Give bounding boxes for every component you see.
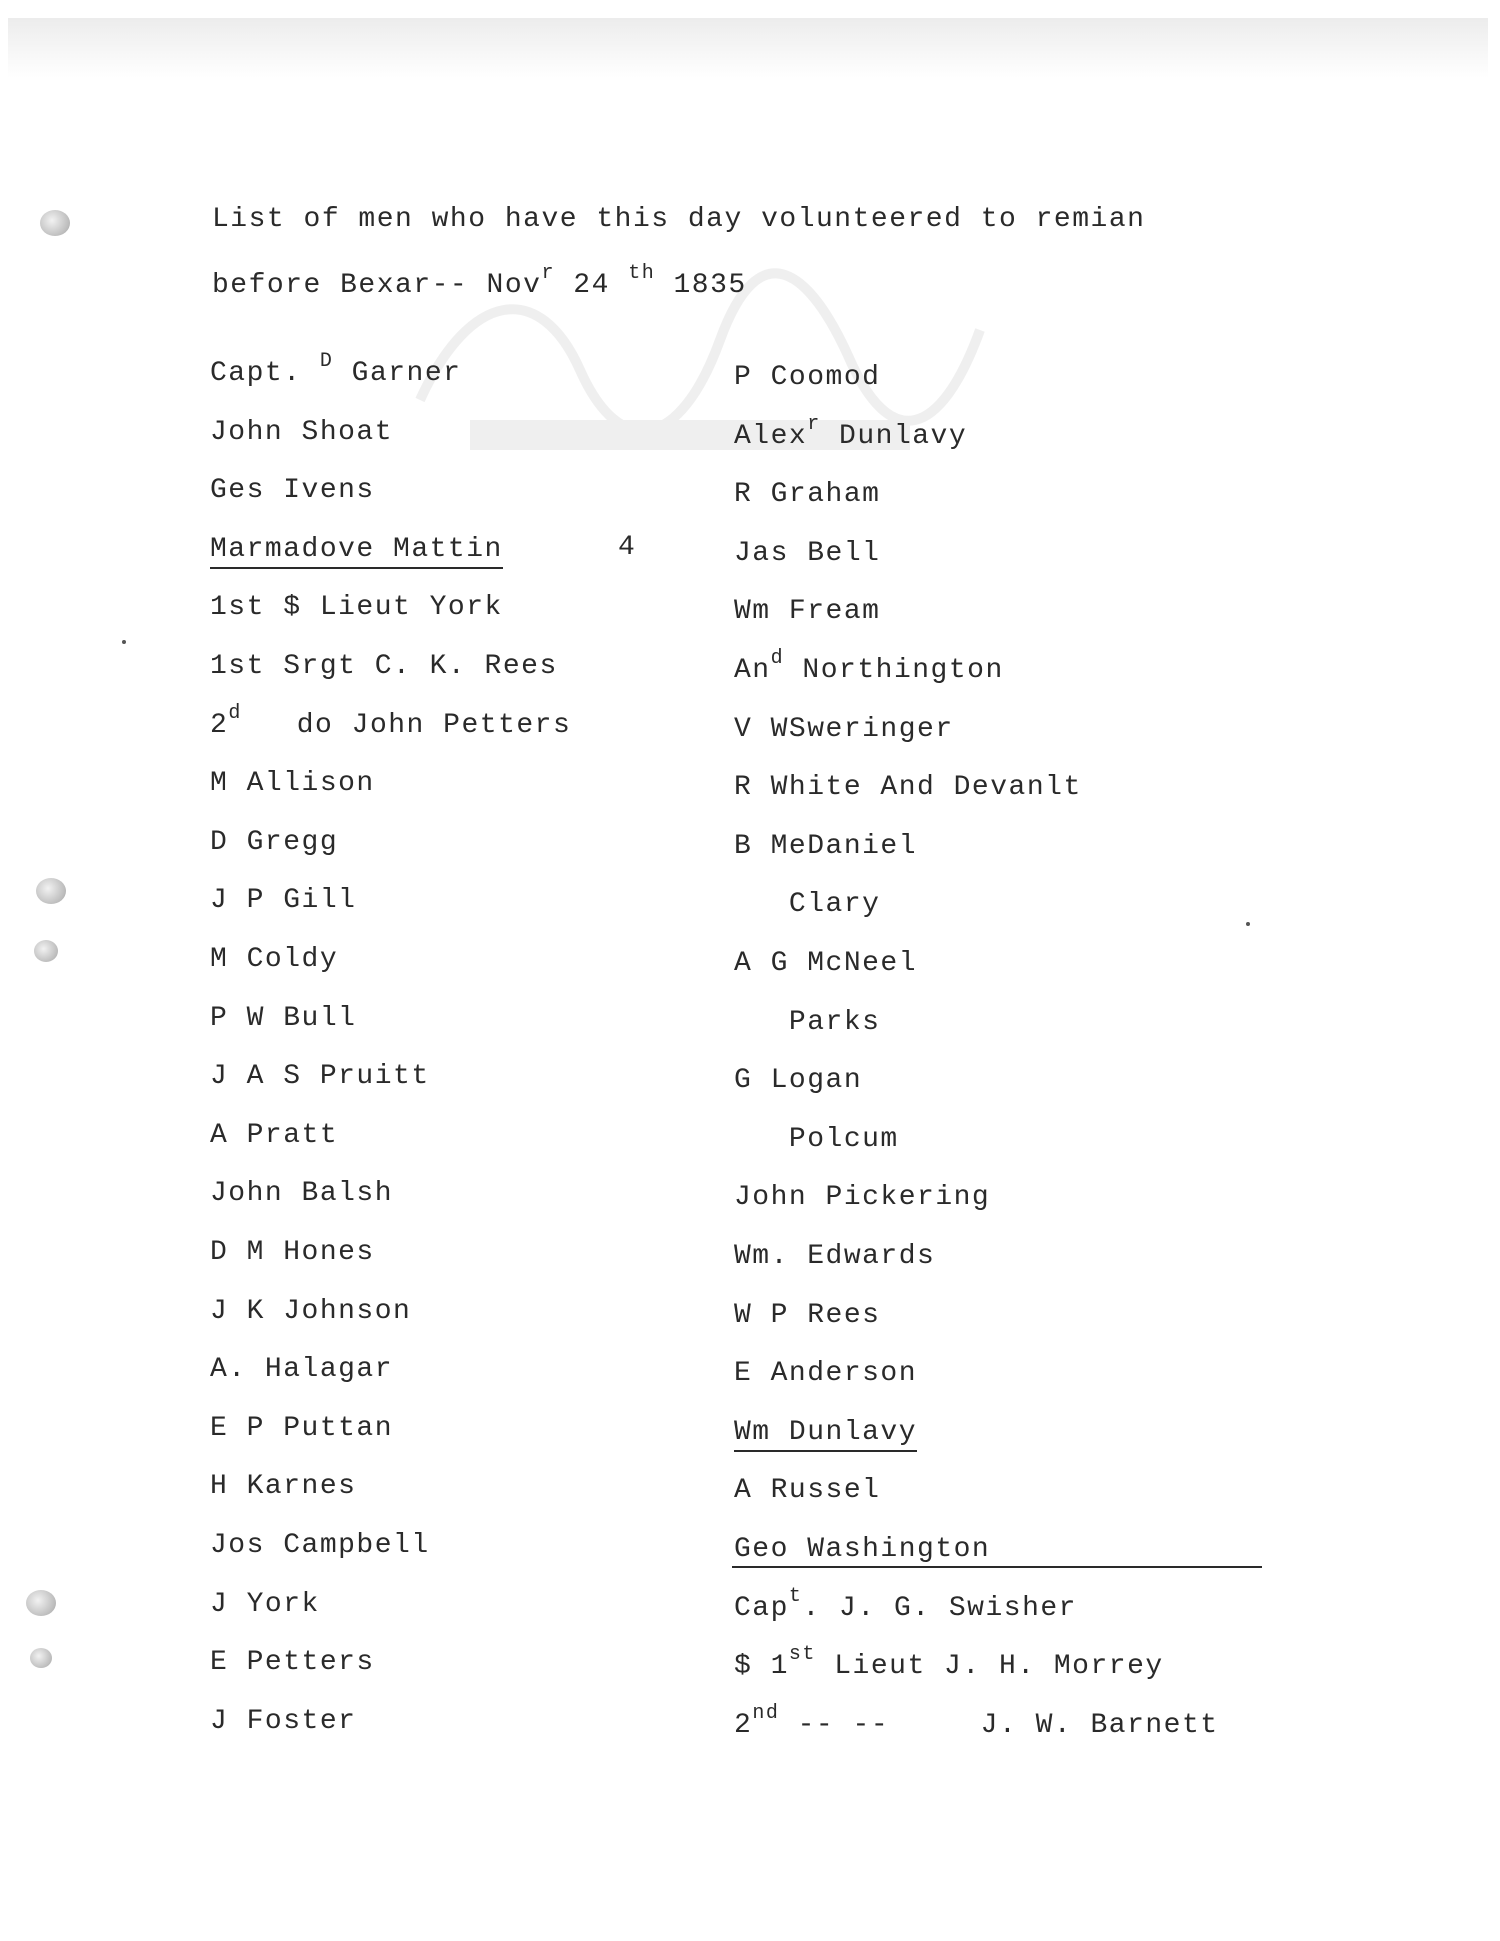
entry-main: J P Gill [210, 885, 357, 917]
entry-text [734, 772, 1082, 803]
entry-superscript: r [807, 412, 821, 436]
entry-text [210, 651, 558, 682]
entry-text [734, 948, 917, 979]
entry-main: W P Rees [734, 1299, 881, 1331]
entry-main: Clary [734, 889, 881, 921]
right-entry [734, 831, 917, 863]
entry-text [210, 1647, 375, 1678]
punch-hole-icon [40, 210, 70, 236]
entry-main: John Shoat [210, 416, 394, 448]
entry-main: Cap [734, 1592, 789, 1624]
entry-main: Wm Fream [734, 596, 881, 628]
entry-text [210, 1530, 430, 1561]
entry-text [734, 1358, 917, 1389]
right-entry [734, 1241, 935, 1273]
right-entry [734, 1124, 899, 1156]
entry-text [210, 1237, 375, 1268]
punch-hole-icon [34, 940, 58, 962]
entry-main: A G McNeel [734, 948, 918, 979]
entry-main: R Graham [734, 479, 881, 511]
right-entry [734, 479, 880, 511]
entry-text [210, 1706, 356, 1737]
entry-text [210, 534, 503, 569]
title-line-1: List of men who have this day volunteered to remian [212, 204, 1146, 235]
entry-main: H Karnes [210, 1471, 357, 1503]
entry-suffix: Garner [333, 358, 462, 389]
title-sup-1: r [541, 262, 555, 285]
right-entry [734, 1584, 1077, 1625]
entry-text [734, 596, 880, 627]
entry-superscript: st [788, 1643, 816, 1667]
left-entry [210, 701, 572, 742]
entry-text [734, 1241, 935, 1272]
entry-text [734, 647, 1004, 686]
right-entry [734, 1701, 1219, 1742]
entry-main: 1st $ Lieut York [210, 592, 503, 624]
left-entry [210, 827, 338, 859]
entry-superscript: D [319, 350, 334, 373]
left-entry [210, 1589, 320, 1621]
entry-text [210, 1354, 393, 1385]
entry-main: Geo Washington [734, 1534, 991, 1565]
right-entry [734, 1475, 880, 1507]
entry-main: Jos Campbell [210, 1530, 430, 1561]
left-entry [210, 1120, 338, 1152]
entry-main: Parks [734, 1006, 881, 1038]
section-divider-rule [732, 1566, 1262, 1568]
entry-superscript: d [228, 701, 242, 725]
entry-suffix: . J. G. Swisher [802, 1592, 1077, 1624]
right-entry [734, 647, 1004, 687]
entry-text [734, 412, 968, 452]
entry-main: E P Puttan [210, 1412, 394, 1444]
entry-text [734, 889, 880, 920]
entry-suffix: Northington [784, 655, 1004, 686]
left-entry [210, 1706, 356, 1738]
left-entry [210, 768, 375, 800]
entry-main: $ 1 [734, 1651, 789, 1683]
left-entry [210, 475, 375, 507]
entry-text [734, 479, 880, 510]
left-entry [210, 1003, 356, 1035]
right-entry [734, 1007, 880, 1039]
entry-main: 1st Srgt C. K. Rees [210, 651, 558, 682]
entry-main: J York [210, 1588, 320, 1620]
right-entry [734, 1300, 880, 1332]
entry-text [734, 538, 880, 569]
left-entry [210, 1296, 411, 1328]
entry-main: A Pratt [210, 1119, 339, 1151]
right-entry [734, 596, 880, 628]
entry-main: Wm. Edwards [734, 1241, 936, 1272]
entry-main: Alex [734, 420, 808, 452]
entry-superscript: t [788, 1584, 803, 1608]
right-entry [734, 1643, 1164, 1683]
entry-text [210, 1589, 320, 1620]
entry-text [210, 768, 375, 799]
right-entry [734, 538, 880, 570]
entry-text [734, 1007, 880, 1038]
entry-main: A Russel [734, 1475, 881, 1507]
entry-main: Marmadove Mattin [210, 533, 503, 565]
right-entry [734, 412, 968, 453]
entry-main: A. Halagar [210, 1354, 394, 1386]
entry-main: M Coldy [210, 944, 339, 975]
title-text-end: 1835 [655, 270, 747, 301]
entry-main: E Anderson [734, 1358, 918, 1390]
entry-superscript: nd [752, 1701, 780, 1725]
entry-text [210, 1120, 338, 1151]
entry-main: R White And Devanlt [734, 772, 1082, 804]
left-entry [210, 944, 338, 976]
entry-text [734, 1643, 1164, 1683]
left-entry [210, 1237, 375, 1269]
scan-shadow [8, 18, 1488, 78]
entry-suffix: do John Petters [241, 709, 572, 741]
entry-suffix: Dunlavy [820, 420, 968, 452]
right-entry [734, 948, 917, 980]
entry-main: M Allison [210, 768, 375, 800]
title-text-mid: 24 [554, 270, 629, 301]
entry-text [210, 944, 338, 975]
entry-text [734, 1701, 1219, 1741]
punch-hole-icon [26, 1590, 56, 1616]
right-entry [734, 889, 880, 921]
entry-text [210, 1061, 430, 1092]
title-line-2 [212, 262, 747, 302]
entry-main: Jas Bell [734, 537, 881, 569]
title-text-start: before Bexar-- Nov [212, 270, 542, 301]
left-entry [210, 1413, 393, 1445]
entry-main: John Balsh [210, 1178, 394, 1210]
entry-main: Polcum [734, 1123, 899, 1155]
entry-text [734, 1065, 862, 1096]
ink-speck [1246, 922, 1250, 926]
title-sup-2: th [628, 262, 656, 285]
entry-text [734, 1584, 1077, 1624]
entry-main: 2 [734, 1709, 753, 1741]
entry-main: V WSweringer [734, 713, 954, 745]
entry-text [210, 1178, 393, 1209]
punch-hole-icon [30, 1648, 52, 1668]
entry-main: An [734, 655, 771, 686]
entry-main: Ges Ivens [210, 475, 375, 507]
entry-text [734, 1534, 990, 1565]
entry-main: 2 [210, 709, 229, 741]
entry-text [734, 1475, 880, 1506]
entry-main: J A S Pruitt [210, 1061, 430, 1093]
margin-note: 4 [618, 532, 637, 563]
entry-main: J Foster [210, 1705, 357, 1737]
right-entry [734, 362, 880, 394]
entry-text [210, 350, 462, 389]
entry-main: P W Bull [210, 1002, 357, 1034]
right-entry [734, 714, 954, 746]
entry-main: P Coomod [734, 362, 881, 393]
entry-text [734, 1124, 899, 1155]
left-entry [210, 350, 462, 390]
entry-text [734, 1182, 990, 1213]
entry-text [734, 1417, 917, 1452]
entry-text [734, 714, 954, 745]
entry-main: Capt. [210, 358, 320, 389]
entry-text [210, 827, 338, 858]
entry-text [210, 1471, 356, 1502]
left-entry [210, 1061, 430, 1093]
entry-text [210, 592, 503, 623]
entry-suffix: -- -- J. W. Barnett [779, 1709, 1219, 1741]
entry-text [210, 475, 375, 506]
left-entry [210, 1530, 430, 1562]
entry-main: B MeDaniel [734, 830, 918, 862]
entry-text [734, 831, 917, 862]
entry-text [210, 1003, 356, 1034]
left-entry [210, 1178, 393, 1210]
entry-main: G Logan [734, 1065, 863, 1097]
right-entry [734, 1182, 990, 1214]
punch-hole-icon [36, 878, 66, 904]
entry-main: J K Johnson [210, 1295, 412, 1327]
entry-main: Wm Dunlavy [734, 1416, 918, 1448]
left-entry [210, 1471, 356, 1503]
right-entry [734, 1065, 862, 1097]
entry-text [734, 1300, 880, 1331]
left-entry [210, 1354, 393, 1386]
entry-superscript: d [770, 647, 785, 670]
left-entry [210, 651, 558, 683]
left-entry [210, 1647, 375, 1679]
ink-speck [122, 640, 126, 644]
left-entry [210, 885, 356, 917]
entry-text [210, 1296, 411, 1327]
entry-main: D Gregg [210, 826, 339, 858]
left-entry [210, 534, 503, 566]
entry-main: John Pickering [734, 1182, 991, 1214]
entry-main: E Petters [210, 1647, 375, 1679]
entry-text [210, 885, 356, 916]
entry-text [210, 701, 572, 741]
entry-text [734, 362, 880, 393]
left-entry [210, 417, 393, 449]
entry-text [210, 417, 393, 448]
entry-suffix: Lieut J. H. Morrey [815, 1651, 1164, 1683]
entry-text [210, 1413, 393, 1444]
right-entry [734, 1534, 990, 1566]
right-entry [734, 772, 1082, 804]
entry-main: D M Hones [210, 1237, 375, 1268]
left-entry [210, 592, 503, 624]
right-entry [734, 1417, 917, 1449]
right-entry [734, 1358, 917, 1390]
